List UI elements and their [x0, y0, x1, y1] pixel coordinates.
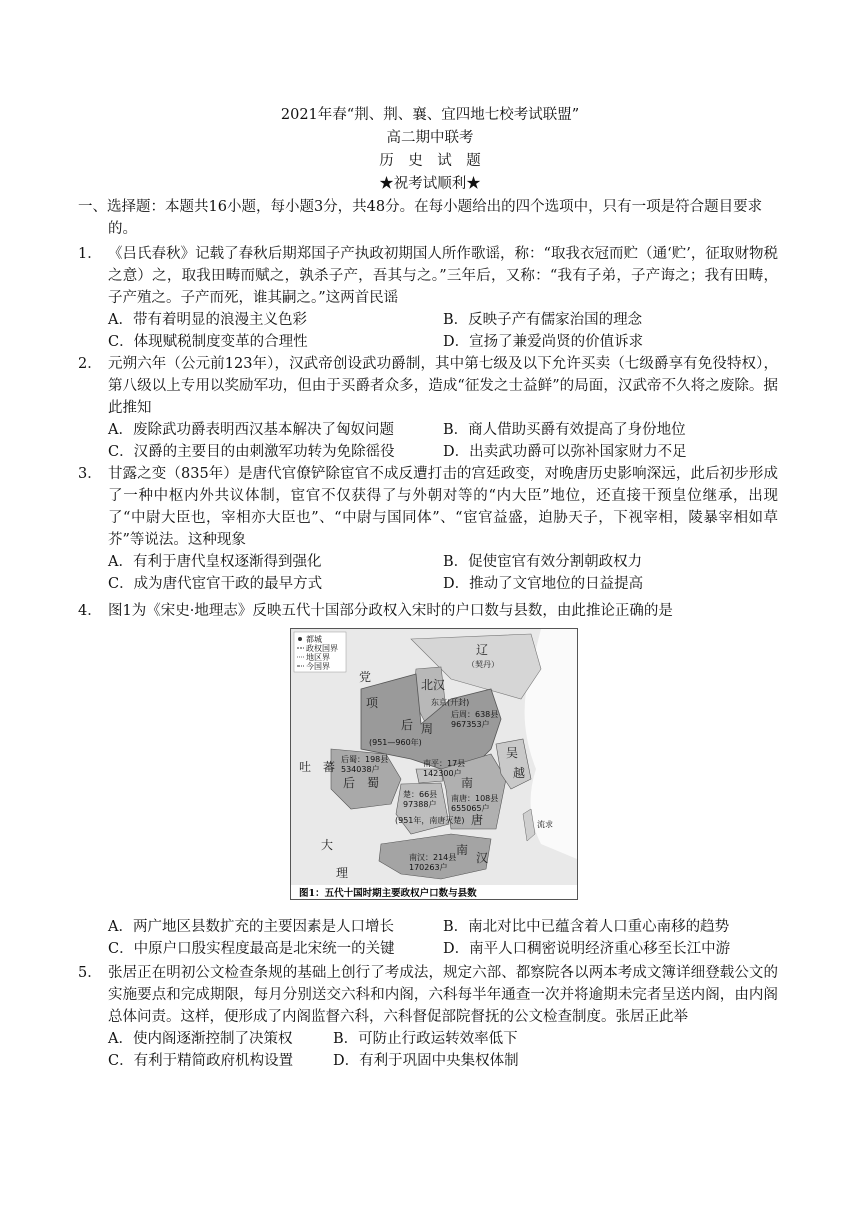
options — [78, 1028, 778, 1072]
option-b[interactable]: B．反映子产有儒家治国的理念 — [443, 312, 643, 328]
legend-modern: 今国界 — [306, 662, 330, 671]
option-a[interactable]: A．两广地区县数扩充的主要因素是人口增长 — [108, 919, 394, 935]
label-nanhan-stats2: 170263户 — [409, 863, 448, 872]
label-nanping-stats2: 142300户 — [423, 769, 462, 778]
question-1 — [78, 243, 778, 353]
legend-region: 地区界 — [306, 653, 330, 662]
exam-title-line1: 2021年春“荆、荆、襄、宜四地七校考试联盟” — [280, 107, 580, 123]
option-b[interactable]: B．商人借助买爵有效提高了身份地位 — [443, 422, 686, 438]
label-nanhan-n: 南 — [456, 843, 469, 857]
label-houshu-stats1: 后蜀：198县 — [341, 755, 389, 764]
label-xiang: 项 — [366, 696, 379, 710]
label-nanping-stats1: 南平：17县 — [423, 759, 466, 768]
options — [78, 916, 778, 960]
label-houshu-stats2: 534038户 — [341, 765, 380, 774]
exam-title-line2: 高二期中联考 — [386, 130, 474, 146]
label-tang: 唐 — [471, 813, 484, 827]
option-d[interactable]: D．推动了文官地位的日益提高 — [443, 576, 644, 592]
question-stem: 张居正在明初公文检查条规的基础上创行了考成法，规定六部、都察院各以两本考成文簿详细登载公文的实施要点和完成期限，每月分别送交六科和内阁，六科每半年通查一次并将逾期未完者呈送内阁，由内阁总体问责。这样，便形成了内阁监督六科，六科督促部院督抚的公文检查制度。张居正此举 — [108, 965, 778, 1025]
figure-caption: 图1：五代十国时期主要政权户口数与县数 — [299, 888, 477, 899]
label-beihan: 北汉 — [421, 678, 446, 692]
label-zhou: 周 — [421, 722, 434, 736]
question-stem: 图1为《宋史·地理志》反映五代十国部分政权入宋时的户口数与县数，由此推论正确的是 — [108, 603, 673, 619]
option-d[interactable]: D．南平人口稠密说明经济重心移至长江中游 — [443, 941, 731, 957]
question-number: 1． — [78, 246, 102, 262]
options — [78, 309, 778, 353]
label-li: 理 — [336, 866, 349, 880]
label-hou: 后 — [401, 718, 414, 732]
question-5 — [78, 962, 778, 1072]
option-d[interactable]: D．宣扬了兼爱尚贤的价值诉求 — [443, 334, 644, 350]
figure-1-map — [290, 628, 578, 900]
option-c[interactable]: C．体现赋税制度变革的合理性 — [108, 334, 308, 350]
label-nantang-stats2: 655065户 — [451, 804, 490, 813]
question-stem: 甘露之变（835年）是唐代官僚铲除宦官不成反遭打击的宫廷政变，对晚唐历史影响深远，此后初步形成了一种中枢内外共议体制，宦官不仅获得了与外朝对等的“内大臣”地位，还直接干预皇位继承，出现了“中尉大臣也，宰相亦大臣也”、“中尉与国同体”、“宦官益盛，迫胁天子，下视宰相，陵暴宰相如草芥”等说法。这种现象 — [108, 466, 778, 548]
label-houzhou-stats2: 967353户 — [451, 720, 490, 729]
option-c[interactable]: C．汉爵的主要目的由刺激军功转为免除徭役 — [108, 444, 395, 460]
label-wu: 吴 — [506, 746, 519, 760]
options — [78, 551, 778, 595]
label-yue: 越 — [513, 766, 526, 780]
question-4-options — [78, 916, 778, 960]
option-a[interactable]: A．带有着明显的浪漫主义色彩 — [108, 312, 307, 328]
label-chu-stats1: 楚：66县 — [403, 790, 438, 799]
label-liao: 辽 — [476, 643, 489, 657]
question-number: 4． — [78, 603, 102, 619]
label-dang: 党 — [359, 670, 372, 684]
option-a[interactable]: A．有利于唐代皇权逐渐得到强化 — [108, 554, 322, 570]
label-zhou-years: (951—960年) — [369, 738, 422, 747]
label-nan: 南 — [461, 776, 474, 790]
label-houzhou-stats1: 后周：638县 — [451, 710, 499, 719]
question-number: 5． — [78, 965, 102, 981]
question-stem: 元朔六年（公元前123年），汉武帝创设武功爵制，其中第七级及以下允许买卖（七级爵享有免役特权），第八级以上专用以奖励军功，但由于买爵者众多，造成“征发之士益鲜”的局面，汉武帝不久将之废除。据此推知 — [108, 356, 778, 416]
option-d[interactable]: D．有利于巩固中央集权体制 — [333, 1053, 519, 1069]
question-3 — [78, 463, 778, 595]
label-chu-note: (951年，南唐灭楚) — [395, 816, 465, 825]
exam-header — [0, 104, 860, 196]
section-instructions: 一、选择题：本题共16小题，每小题3分，共48分。在每小题给出的四个选项中，只有一项是符合题目要求的。 — [78, 199, 763, 237]
label-dongjing: 东京(开封) — [431, 698, 470, 707]
label-liuqiu: 流求 — [537, 820, 553, 829]
legend-capital: 都城 — [306, 635, 322, 644]
label-houshu: 后 蜀 — [343, 776, 380, 790]
question-number: 3． — [78, 466, 102, 482]
exam-subject: 历 史 试 题 — [379, 153, 481, 169]
question-number: 2． — [78, 356, 102, 372]
option-a[interactable]: A．使内阁逐渐控制了决策权 — [108, 1031, 293, 1047]
option-c[interactable]: C．有利于精简政府机构设置 — [108, 1053, 294, 1069]
question-2 — [78, 353, 778, 463]
legend-border: 政权国界 — [306, 644, 338, 653]
option-d[interactable]: D．出卖武功爵可以弥补国家财力不足 — [443, 444, 687, 460]
option-a[interactable]: A．废除武功爵表明西汉基本解决了匈奴问题 — [108, 422, 394, 438]
label-nantang-stats1: 南唐：108县 — [451, 794, 499, 803]
label-chu-stats2: 97388户 — [403, 800, 437, 809]
exam-blessing: ★祝考试顺利★ — [379, 176, 481, 192]
label-tubo: 吐 蕃 — [299, 760, 336, 774]
option-b[interactable]: B．可防止行政运转效率低下 — [333, 1031, 518, 1047]
option-c[interactable]: C．成为唐代宦官干政的最早方式 — [108, 576, 323, 592]
option-b[interactable]: B．南北对比中已蕴含着人口重心南移的趋势 — [443, 919, 730, 935]
option-b[interactable]: B．促使宦官有效分割朝政权力 — [443, 554, 643, 570]
label-nanhan-h: 汉 — [476, 851, 489, 865]
question-stem: 《吕氏春秋》记载了春秋后期郑国子产执政初期国人所作歌谣，称：“取我衣冠而贮（通‘贮’，征取财物税之意）之，取我田畴而赋之，孰杀子产，吾其与之。”三年后，又称：“我有子弟，子产诲之；我有田畴，子产殖之。子产而死，谁其嗣之。”这两首民谣 — [108, 246, 778, 306]
label-da: 大 — [321, 838, 334, 852]
label-nanhan-stats1: 南汉：214县 — [409, 853, 457, 862]
question-4 — [78, 600, 778, 622]
options — [78, 419, 778, 463]
label-liao-sub: （契丹） — [467, 660, 499, 669]
option-c[interactable]: C．中原户口殷实程度最高是北宋统一的关键 — [108, 941, 395, 957]
